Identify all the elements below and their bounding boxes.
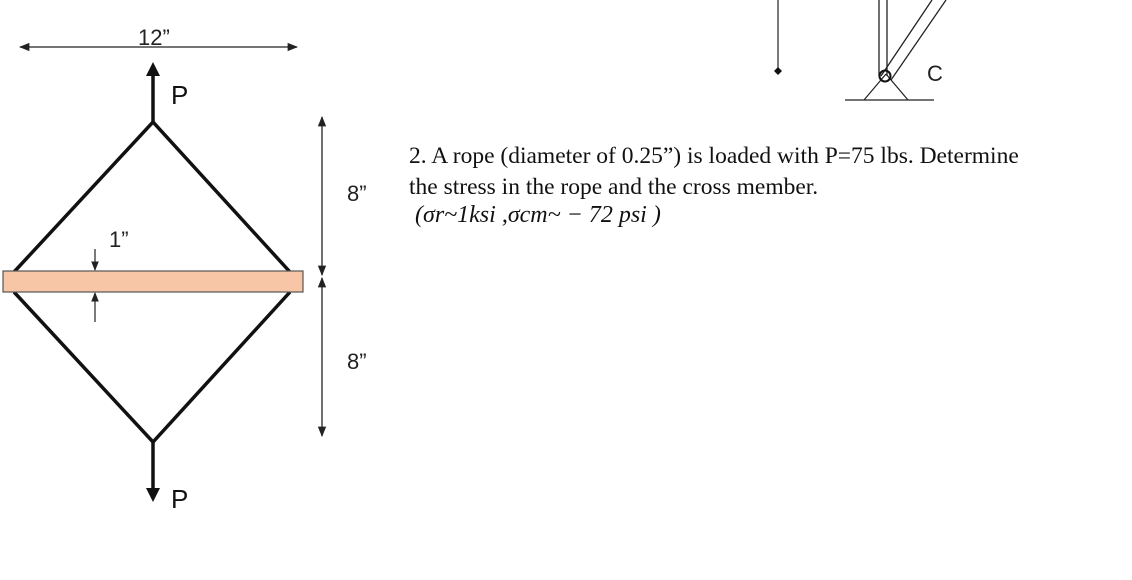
rope-upper — [14, 122, 290, 272]
prev-figure-dot — [774, 67, 782, 75]
bottom-height-label: 8” — [347, 349, 367, 374]
prev-figure-strut-a — [881, 0, 932, 76]
bottom-force-label: P — [171, 484, 189, 514]
problem-statement — [409, 141, 1109, 203]
problem-line-2: the stress in the rope and the cross member. — [409, 174, 819, 200]
top-force-arrowhead — [146, 62, 160, 76]
problem-answer: (σr~1ksi ,σcm~ − 72 psi ) — [415, 202, 661, 228]
problem-line-1: 2. A rope (diameter of 0.25”) is loaded with P=75 lbs. Determine — [409, 143, 1019, 169]
thickness-label: 1” — [109, 227, 129, 252]
cross-member — [3, 271, 303, 292]
bottom-force-arrowhead — [146, 488, 160, 502]
prev-figure-support-left — [864, 74, 886, 100]
rope-lower — [14, 292, 290, 442]
top-force-label: P — [171, 80, 189, 110]
width-label: 12” — [138, 25, 170, 50]
point-c-label: C — [927, 61, 943, 86]
top-height-label: 8” — [347, 181, 367, 206]
